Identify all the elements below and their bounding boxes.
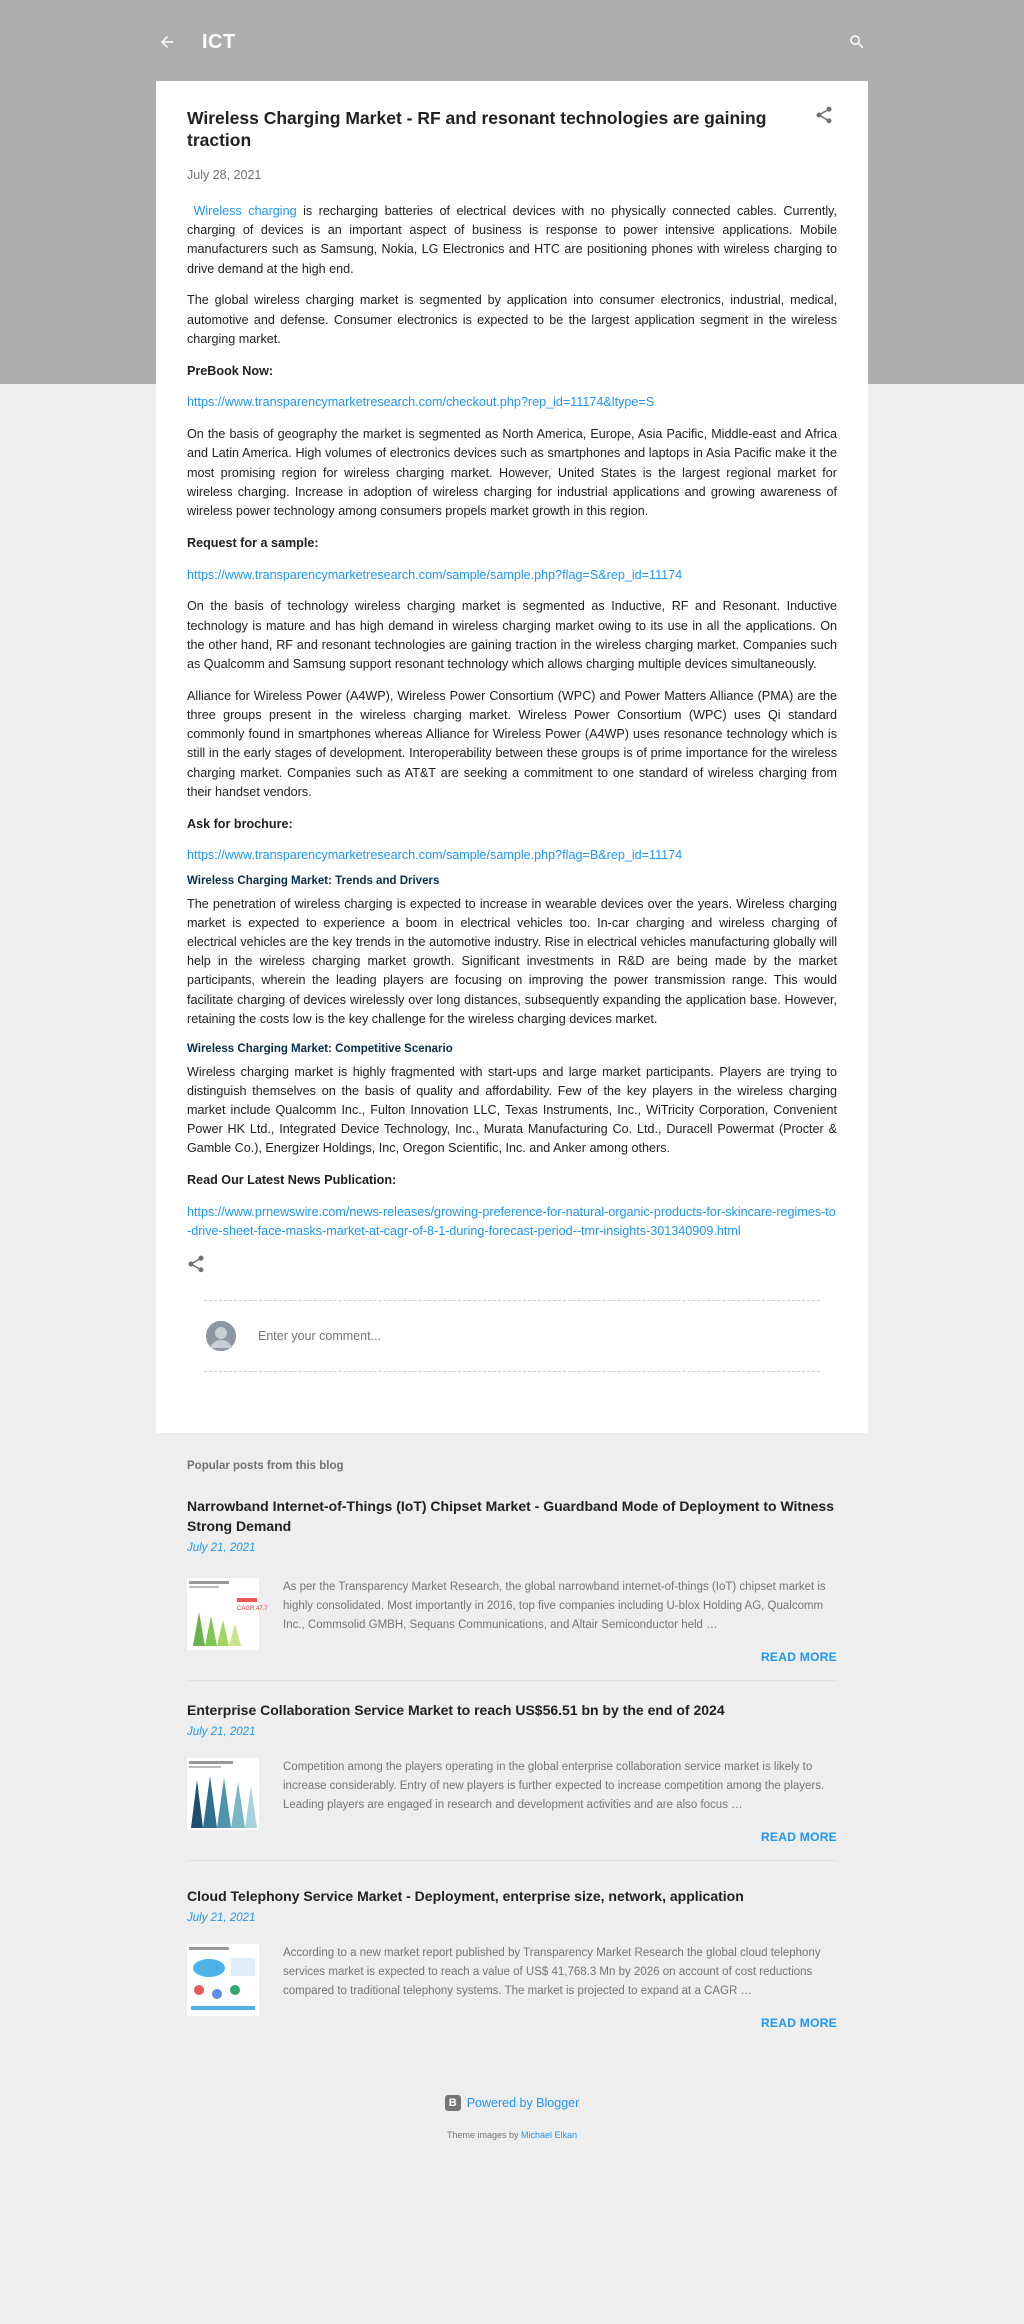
share-icon[interactable] bbox=[186, 1254, 208, 1276]
thumbnail-text: CAGR 47.7 bbox=[237, 1606, 268, 1612]
divider bbox=[187, 1680, 837, 1681]
heading-competitive: Wireless Charging Market: Competitive Scenario bbox=[187, 1042, 453, 1055]
read-more-link[interactable]: READ MORE bbox=[760, 2016, 837, 2030]
paragraph-competitive: Wireless charging market is highly fragmented with start-ups and large market participants. Players are trying to distinguish themselves on the basis of quality and affordability. Few of the key players in the wireless charging market include Qualcomm Inc., Fulton Innovation LLC, Texas Instruments, Inc., WiTricity Corporation, Convenient Power HK Ltd., Integrated Device Technology, Inc., Murata Manufacturing Co. Ltd., Duracell Powermat (Procter & Gamble Co.), Energizer Holdings, Inc, Oregon Scientific, Inc. and Anker among others. bbox=[187, 1064, 837, 1156]
paragraph-intro-text: is recharging batteries of electrical devices with no physically connected cables. Currently, charging of devices is an important aspect of business is response to power intensive applications. Mobile manufacturers such as Samsung, Nokia, LG Electronics and HTC are positioning phones with wireless charging to drive demand at the high end. bbox=[187, 204, 837, 276]
popular-post-date[interactable]: July 21, 2021 bbox=[187, 1912, 256, 1924]
read-more-link[interactable]: READ MORE bbox=[760, 1830, 837, 1844]
search-icon[interactable] bbox=[846, 31, 868, 53]
popular-post-date[interactable]: July 21, 2021 bbox=[187, 1726, 256, 1738]
paragraph-technology: On the basis of technology wireless charging market is segmented as Inductive, RF and Resonant. Inductive technology is mature and has high demand in wireless charging market owing to its use in all the applications. On the other hand, RF and resonant technologies are gaining traction in the wireless charging market. Companies such as Qualcomm and Samsung support resonant technology which allows charging multiple devices simultaneously. bbox=[187, 599, 837, 672]
read-more-link[interactable]: READ MORE bbox=[760, 1650, 837, 1664]
popular-post-thumbnail[interactable] bbox=[187, 1578, 268, 1650]
prebook-link[interactable]: https://www.transparencymarketresearch.com/checkout.php?rep_id=11174&ltype=S bbox=[187, 395, 655, 410]
post-body bbox=[187, 202, 837, 1241]
brochure-link[interactable]: https://www.transparencymarketresearch.com/sample/sample.php?flag=B&rep_id=11174 bbox=[187, 848, 683, 863]
powered-by-text[interactable]: Powered by Blogger bbox=[466, 2096, 580, 2110]
popular-post-thumbnail[interactable] bbox=[187, 1758, 259, 1830]
popular-post-snippet: According to a new market report published by Transparency Market Research the global cloud telephony services market is expected to reach a value of US$ 41,768.3 Mn by 2026 on account of cost reductions compared to traditional telephony systems. The market is projected to expand at a CAGR … bbox=[283, 1947, 821, 1997]
popular-post-title[interactable]: Narrowband Internet-of-Things (IoT) Chipset Market - Guardband Mode of Deployment to Witness Strong Demand bbox=[187, 1498, 834, 1534]
brochure-label: Ask for brochure: bbox=[187, 816, 293, 831]
blog-title[interactable]: ICT bbox=[202, 30, 236, 53]
popular-post-date[interactable]: July 21, 2021 bbox=[187, 1542, 256, 1554]
comment-box bbox=[204, 1300, 820, 1372]
post-card bbox=[156, 81, 868, 1433]
back-arrow-icon[interactable] bbox=[156, 31, 178, 53]
blog-header bbox=[156, 22, 868, 62]
powered-by-blogger[interactable] bbox=[0, 2095, 1024, 2111]
theme-author-link[interactable]: Michael Elkan bbox=[521, 2130, 578, 2140]
news-link[interactable]: https://www.prnewswire.com/news-releases/growing-preference-for-natural-organic-products-for-skincare-regimes-to-drive-sheet-face-masks-market-at-cagr-of-8-1-during-forecast-period--tmr-insights-301340909.html bbox=[187, 1205, 836, 1239]
popular-post bbox=[187, 1886, 837, 2030]
theme-prefix: Theme images by bbox=[446, 2130, 521, 2140]
post-date: July 28, 2021 bbox=[187, 168, 262, 182]
avatar-icon bbox=[206, 1321, 236, 1351]
paragraph-trends: The penetration of wireless charging is expected to increase in wearable devices over the years. Wireless charging market is expected to experience a boom in electrical vehicles too. In-car charging and wireless charging of electrical vehicles are the key trends in the automotive industry. Rise in electrical vehicles manufacturing globally will help in the wireless charging market growth. Significant investments in R&D are being made by the market participants, wherein the leading players are focusing on improving the power transmission range. This would facilitate charging of devices wirelessly over long distances, subsequently expanding the application base. However, retaining the costs low is the key challenge for the wireless charging devices market. bbox=[187, 896, 837, 1026]
wireless-charging-link[interactable]: Wireless charging bbox=[193, 204, 297, 218]
blogger-icon: B bbox=[445, 2095, 461, 2111]
popular-posts-heading: Popular posts from this blog bbox=[187, 1460, 344, 1472]
prebook-label: PreBook Now: bbox=[187, 363, 274, 378]
popular-post-title[interactable]: Cloud Telephony Service Market - Deployment, enterprise size, network, application bbox=[187, 1888, 744, 1904]
share-icon[interactable] bbox=[814, 105, 838, 129]
paragraph-intro bbox=[187, 202, 837, 279]
news-label: Read Our Latest News Publication: bbox=[187, 1173, 397, 1188]
comment-input[interactable] bbox=[258, 1329, 778, 1343]
post-title: Wireless Charging Market - RF and resonant technologies are gaining traction bbox=[187, 108, 767, 150]
popular-post-thumbnail[interactable] bbox=[187, 1944, 259, 2016]
popular-post bbox=[187, 1700, 837, 1844]
sample-label: Request for a sample: bbox=[187, 535, 319, 550]
popular-posts bbox=[187, 1460, 837, 2030]
paragraph-segmentation: The global wireless charging market is segmented by application into consumer electronics, industrial, medical, automotive and defense. Consumer electronics is expected to be the largest application segment in the wireless charging market. bbox=[187, 293, 837, 346]
paragraph-alliances: Alliance for Wireless Power (A4WP), Wireless Power Consortium (WPC) and Power Matters Alliance (PMA) are the three groups present in the wireless charging market. Wireless Power Consortium (WPC) uses Qi standard commonly found in smartphones whereas Alliance for Wireless Power (A4WP) uses resonance technology which is still in the early stages of development. Interoperability between these groups is of prime importance for the wireless charging market. Companies such as AT&T are seeking a commitment to one standard of wireless charging from their handset vendors. bbox=[187, 688, 837, 799]
popular-post-snippet: As per the Transparency Market Research, the global narrowband internet-of-things (IoT) chipset market is highly consolidated. Most importantly in 2016, top five companies including U-blox Holding AG, Qualcomm Inc., Commsolid GMBH, Sequans Communications, and Altair Semiconductor held … bbox=[283, 1581, 826, 1631]
theme-credit bbox=[0, 2130, 1024, 2140]
divider bbox=[187, 1860, 837, 1861]
paragraph-geography: On the basis of geography the market is segmented as North America, Europe, Asia Pacific, Middle-east and Africa and Latin America. High volumes of electronics devices such as smartphones and laptops in Asia Pacific make it the most promising region for wireless charging market. However, United States is the largest regional market for wireless charging. Increase in adoption of wireless charging for industrial applications and growing awareness of wireless power technology among consumers propels market growth in this region. bbox=[187, 427, 837, 519]
popular-post-title[interactable]: Enterprise Collaboration Service Market to reach US$56.51 bn by the end of 2024 bbox=[187, 1702, 725, 1718]
heading-trends: Wireless Charging Market: Trends and Drivers bbox=[187, 874, 440, 887]
popular-post-snippet: Competition among the players operating in the global enterprise collaboration service market is likely to increase considerably. Entry of new players is further expected to increase competition among the players. Leading players are engaged in research and development activities and are also focus … bbox=[283, 1761, 825, 1811]
sample-link[interactable]: https://www.transparencymarketresearch.com/sample/sample.php?flag=S&rep_id=11174 bbox=[187, 567, 683, 582]
popular-post bbox=[187, 1496, 837, 1664]
